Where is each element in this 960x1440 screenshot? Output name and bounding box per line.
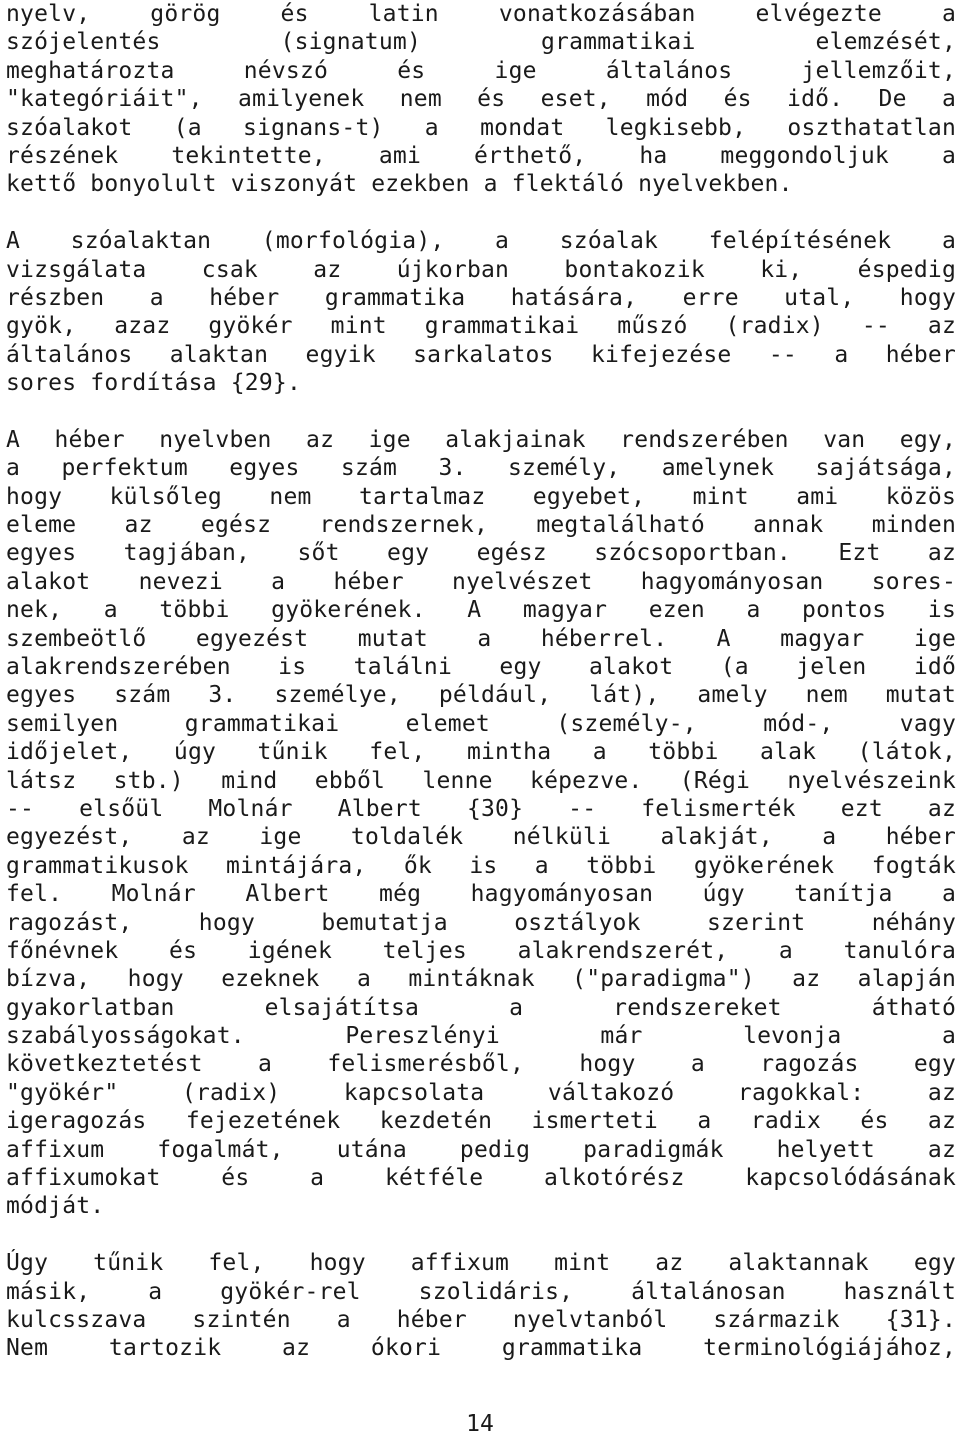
text-line: affixum fogalmát, utána pedig paradigmák helyett az xyxy=(6,1136,956,1163)
text-line: nek, a többi gyökerének. A magyar ezen a pontos is xyxy=(6,597,956,624)
paragraph-gap xyxy=(6,199,956,227)
text-line: igeragozás fejezetének kezdetén ismerteti a radix és az xyxy=(6,1108,956,1135)
text-line: grammatikusok mintájára, ők is a többi gyökerének fogták xyxy=(6,852,956,879)
text-line: kettő bonyolult viszonyát ezekben a flektáló nyelvekben. xyxy=(6,171,793,198)
text-line: "kategóriáit", amilyenek nem és eset, mód és idő. De a xyxy=(6,86,956,113)
text-line: fel. Molnár Albert még hagyományosan úgy tanítja a xyxy=(6,881,956,908)
text-line: alakot nevezi a héber nyelvészet hagyományosan sores- xyxy=(6,568,956,595)
text-line: "gyökér" (radix) kapcsolata váltakozó ragokkal: az xyxy=(6,1079,956,1106)
paragraph-1 xyxy=(6,0,956,199)
text-line: kulcsszava szintén a héber nyelvtanból származik {31}. xyxy=(6,1306,956,1333)
text-line: következtetést a felismerésből, hogy a ragozás egy xyxy=(6,1051,956,1078)
text-line: részének tekintette, ami érthető, ha meggondoljuk a xyxy=(6,142,956,169)
text-line: szembeötlő egyezést mutat a héberrel. A magyar ige xyxy=(6,625,956,652)
text-line: vizsgálata csak az újkorban bontakozik ki, éspedig xyxy=(6,256,956,283)
text-line: egyes tagjában, sőt egy egész szócsoportban. Ezt az xyxy=(6,540,956,567)
text-line: látsz stb.) mind ebből lenne képezve. (Régi nyelvészeink xyxy=(6,767,956,794)
text-line: főnévnek és igének teljes alakrendszerét, a tanulóra xyxy=(6,937,956,964)
text-line: A héber nyelvben az ige alakjainak rendszerében van egy, xyxy=(6,426,956,453)
text-line: semilyen grammatikai elemet (személy-, mód-, vagy xyxy=(6,710,956,737)
text-line: meghatározta névszó és ige általános jellemzőit, xyxy=(6,57,956,84)
text-line: eleme az egész rendszernek, megtalálható annak minden xyxy=(6,512,956,539)
text-line: szabályosságokat. Pereszlényi már levonja a xyxy=(6,1023,956,1050)
text-line: alakrendszerében is találni egy alakot (a jelen idő xyxy=(6,653,956,680)
text-line: ragozást, hogy bemutatja osztályok szerint néhány xyxy=(6,909,956,936)
text-line: A szóalaktan (morfológia), a szóalak felépítésének a xyxy=(6,228,956,255)
text-line: bízva, hogy ezeknek a mintáknak ("paradigma") az alapján xyxy=(6,966,956,993)
text-line: gyök, azaz gyökér mint grammatikai műszó (radix) -- az xyxy=(6,313,956,340)
text-line: általános alaktan egyik sarkalatos kifejezése -- a héber xyxy=(6,341,956,368)
text-line: hogy külsőleg nem tartalmaz egyebet, mint ami közös xyxy=(6,483,956,510)
text-line: affixumokat és a kétféle alkotórész kapcsolódásának xyxy=(6,1165,956,1192)
text-line: szójelentés (signatum) grammatikai elemzését, xyxy=(6,29,956,56)
text-line: Nem tartozik az ókori grammatika terminológiájához, xyxy=(6,1335,956,1362)
text-line: másik, a gyökér-rel szolidáris, általánosan használt xyxy=(6,1278,956,1305)
text-line: Úgy tűnik fel, hogy affixum mint az alaktannak egy xyxy=(6,1250,956,1277)
document-page xyxy=(6,0,956,1363)
text-line: szóalakot (a signans-t) a mondat legkisebb, oszthatatlan xyxy=(6,114,956,141)
text-line: módját. xyxy=(6,1193,105,1220)
text-line: nyelv, görög és latin vonatkozásában elvégezte a xyxy=(6,1,956,27)
text-line: időjelet, úgy tűnik fel, mintha a többi alak (látok, xyxy=(6,739,956,766)
paragraph-gap xyxy=(6,397,956,425)
text-line: gyakorlatban elsajátítsa a rendszereket átható xyxy=(6,994,956,1021)
paragraph-3 xyxy=(6,426,956,1221)
text-line: a perfektum egyes szám 3. személy, amelynek sajátsága, xyxy=(6,455,956,482)
text-line: részben a héber grammatika hatására, erre utal, hogy xyxy=(6,284,956,311)
text-line: -- elsőül Molnár Albert {30} -- felismerték ezt az xyxy=(6,795,956,822)
paragraph-4 xyxy=(6,1249,956,1363)
text-line: egyes szám 3. személye, például, lát), amely nem mutat xyxy=(6,682,956,709)
paragraph-gap xyxy=(6,1221,956,1249)
text-line: sores fordítása {29}. xyxy=(6,370,301,397)
text-line: egyezést, az ige toldalék nélküli alakját, a héber xyxy=(6,824,956,851)
page-number: 14 xyxy=(466,1411,494,1437)
paragraph-2 xyxy=(6,227,956,397)
